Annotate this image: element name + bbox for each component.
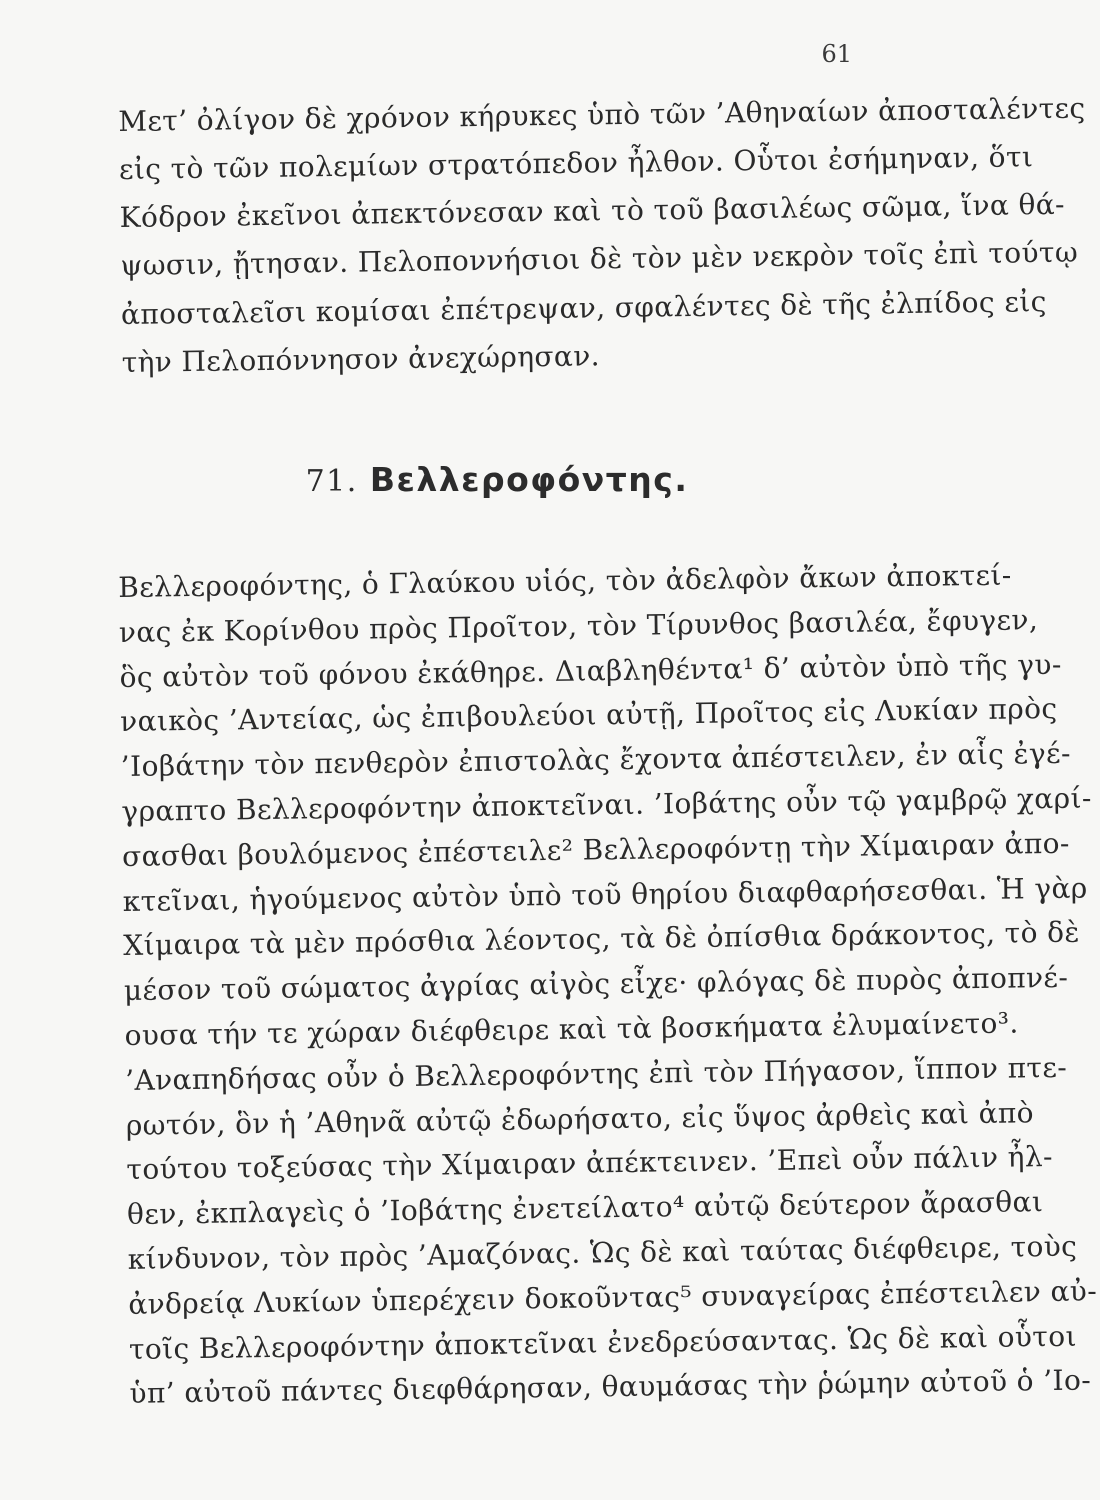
text-line: Μετ’ ὀλίγον δὲ χρόνον κήρυκες ὑπὸ τῶν ’Αθηναίων ἀποσταλέντες bbox=[118, 91, 1086, 138]
intro-paragraph bbox=[118, 88, 1086, 387]
text-line: ουσα τήν τε χώραν διέφθειρε καὶ τὰ βοσκήματα ἐλυμαίνετο³. bbox=[124, 1006, 1019, 1052]
text-line: ὃς αὐτὸν τοῦ φόνου ἐκάθηρε. Διαβληθέντα¹ δ’ αὐτὸν ὑπὸ τῆς γυ- bbox=[119, 647, 1062, 694]
text-line: εἰς τὸ τῶν πολεμίων στρατόπεδον ἦλθον. Οὗτοι ἐσήμηναν, ὅτι bbox=[118, 140, 1034, 187]
text-line: γραπτο Βελλεροφόντην ἀποκτεῖναι. ’Ιοβάτης οὖν τῷ γαμβρῷ χαρί- bbox=[121, 781, 1092, 828]
text-line: ρωτόν, ὃν ἡ ’Αθηνᾶ αὐτῷ ἐδωρήσατο, εἰς ὕψος ἀρθεὶς καὶ ἀπὸ bbox=[125, 1095, 1035, 1142]
text-line: Χίμαιρα τὰ μὲν πρόσθια λέοντος, τὰ δὲ ὀπίσθια δράκοντος, τὸ δὲ bbox=[123, 915, 1081, 963]
section-number: 71. bbox=[305, 464, 358, 499]
text-line: Βελλεροφόντης, ὁ Γλαύκου υἱός, τὸν ἀδελφὸν ἄκων ἀποκτεί- bbox=[118, 558, 1012, 604]
text-line: θεν, ἐκπλαγεὶς ὁ ’Ιοβάτης ἐνετείλατο⁴ αὐτῷ δεύτερον ἄρασθαι bbox=[126, 1185, 1044, 1232]
main-paragraph bbox=[118, 556, 1098, 1418]
text-line: ἀποσταλεῖσι κομίσαι ἐπέτρεψαν, σφαλέντες δὲ τῆς ἐλπίδος εἰς bbox=[120, 284, 1047, 331]
text-line: μέσον τοῦ σώματος ἀγρίας αἰγὸς εἶχε· φλόγας δὲ πυρὸς ἀποπνέ- bbox=[123, 960, 1069, 1008]
text-line: ὑπ’ αὐτοῦ πάντες διεφθάρησαν, θαυμάσας τὴν ῥώμην αὐτοῦ ὁ ’Ιο- bbox=[129, 1363, 1092, 1411]
section-heading bbox=[0, 460, 994, 499]
text-line: σασθαι βουλόμενος ἐπέστειλε² Βελλεροφόντῃ τὴν Χίμαιραν ἀπο- bbox=[121, 826, 1070, 873]
text-line: κτεῖναι, ἡγούμενος αὐτὸν ὑπὸ τοῦ θηρίου διαφθαρήσεσθαι. Ἡ γὰρ bbox=[122, 871, 1088, 918]
page-number: 61 bbox=[821, 40, 852, 68]
text-line: ψωσιν, ᾔτησαν. Πελοποννήσιοι δὲ τὸν μὲν νεκρὸν τοῖς ἐπὶ τούτῳ bbox=[120, 236, 1079, 283]
text-line: ’Ιοβάτην τὸν πενθερὸν ἐπιστολὰς ἔχοντα ἀπέστειλεν, ἐν αἷς ἐγέ- bbox=[120, 736, 1072, 784]
text-line: τούτου τοξεύσας τὴν Χίμαιραν ἀπέκτεινεν. ’Επεὶ οὖν πάλιν ἦλ- bbox=[126, 1140, 1054, 1187]
text-line: Κόδρον ἐκεῖνοι ἀπεκτόνεσαν καὶ τὸ τοῦ βασιλέως σῶμα, ἵνα θά- bbox=[119, 188, 1066, 235]
section-title: Βελλεροφόντης. bbox=[369, 460, 689, 499]
text-line: τοῖς Βελλεροφόντην ἀποκτεῖναι ἐνεδρεύσαντας. Ὡς δὲ καὶ οὗτοι bbox=[128, 1319, 1078, 1366]
text-line: ναικὸς ’Αντείας, ὡς ἐπιβουλεύοι αὐτῇ, Προῖτος εἰς Λυκίαν πρὸς bbox=[119, 692, 1058, 739]
text-line: κίνδυνον, τὸν πρὸς ’Αμαζόνας. Ὡς δὲ καὶ ταύτας διέφθειρε, τοὺς bbox=[127, 1229, 1078, 1276]
text-line: νας ἐκ Κορίνθου πρὸς Προῖτον, τὸν Τίρυνθος βασιλέα, ἔφυγεν, bbox=[118, 602, 1039, 649]
text-line: ’Αναπηδήσας οὖν ὁ Βελλεροφόντης ἐπὶ τὸν Πήγασον, ἵππον πτε- bbox=[124, 1050, 1068, 1097]
text-line: τὴν Πελοπόννησον ἀνεχώρησαν. bbox=[121, 339, 601, 379]
text-line: ἀνδρείᾳ Λυκίων ὑπερέχειν δοκοῦντας⁵ συναγείρας ἐπέστειλεν αὐ- bbox=[128, 1274, 1098, 1321]
